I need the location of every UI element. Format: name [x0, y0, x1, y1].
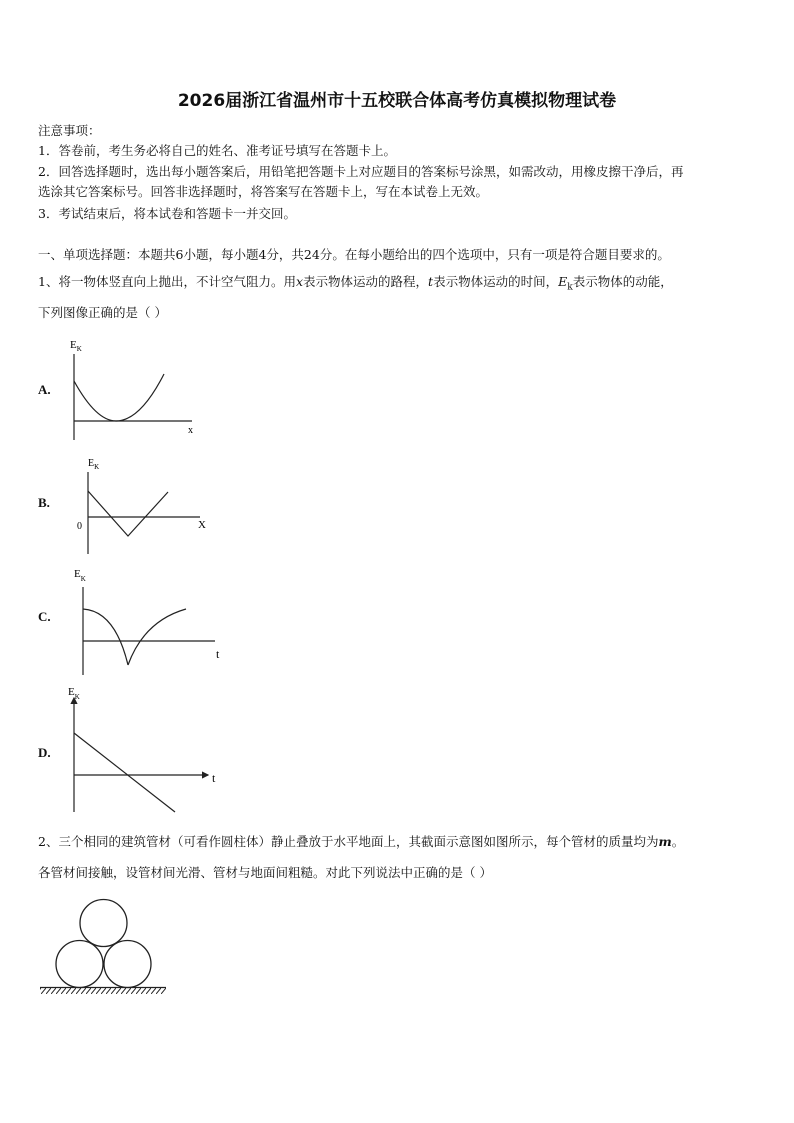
- option-b-yaxis-label: $E_K$: [88, 458, 100, 471]
- option-d-yaxis-label: $E_K$: [68, 686, 80, 701]
- var-ek: E: [558, 274, 568, 289]
- option-a-label: A.: [38, 382, 51, 397]
- var-m: m: [658, 834, 672, 849]
- option-d-xaxis-label: t: [212, 771, 216, 785]
- option-a-graph: [60, 336, 210, 446]
- option-c-label: C.: [38, 609, 51, 624]
- page-title: 2026届浙江省温州市十五校联合体高考仿真模拟物理试卷: [177, 91, 617, 111]
- right-pipe: [104, 941, 151, 988]
- option-c-xaxis-label: t: [216, 647, 220, 661]
- section-heading: 一、单项选择题：本题共6小题，每小题4分，共24分。在每小题给出的四个选项中，只有一项是符合题目要求的。: [38, 247, 670, 262]
- q1-stem-line2: 下列图像正确的是（ ）: [38, 305, 167, 320]
- option-a-yaxis-label: $E_K$: [70, 339, 82, 353]
- pipes-figure: [36, 892, 170, 1002]
- notice-item-2: 2．回答选择题时，选出每小题答案后，用铅笔把答题卡上对应题目的答案标号涂黑，如需改动，用橡皮擦干净后，再: [38, 164, 684, 179]
- notice-item-3: 3．考试结束后，将本试卷和答题卡一并交回。: [38, 206, 296, 221]
- notice-heading: 注意事项：: [38, 123, 101, 138]
- option-c-yaxis-label: $E_K$: [74, 568, 86, 583]
- q2-stem-line2: 各管材间接触，设管材间光滑、管材与地面间粗糙。对此下列说法中正确的是（ ）: [38, 865, 492, 880]
- option-c-graph: [60, 565, 230, 677]
- var-t: t: [428, 274, 434, 289]
- q2-stem-line1: 2、三个相同的建筑管材（可看作圆柱体）静止叠放于水平地面上，其截面示意图如图所示，每个管材的质量均为m。: [38, 834, 685, 849]
- top-pipe: [80, 900, 127, 947]
- q1-stem-line1: 1、将一物体竖直向上抛出，不计空气阻力。用x表示物体运动的路程，t表示物体运动的时间，$E_k$表示物体的动能，: [38, 274, 673, 293]
- notice-item-2-cont: 选涂其它答案标号。回答非选择题时，将答案写在答题卡上，写在本试卷上无效。: [38, 184, 489, 199]
- var-x: x: [295, 274, 304, 289]
- option-b-label: B.: [38, 495, 50, 510]
- option-d-graph: [60, 684, 230, 820]
- option-d-label: D.: [38, 745, 51, 760]
- option-b-xaxis-label: X: [198, 519, 206, 531]
- left-pipe: [56, 941, 103, 988]
- option-a-xaxis-label: x: [188, 425, 193, 436]
- notice-item-1: 1．答卷前，考生务必将自己的姓名、准考证号填写在答题卡上。: [38, 143, 396, 158]
- option-b-origin-label: 0: [77, 521, 82, 532]
- option-b-graph: [60, 456, 220, 558]
- ground-hatch: [40, 988, 166, 994]
